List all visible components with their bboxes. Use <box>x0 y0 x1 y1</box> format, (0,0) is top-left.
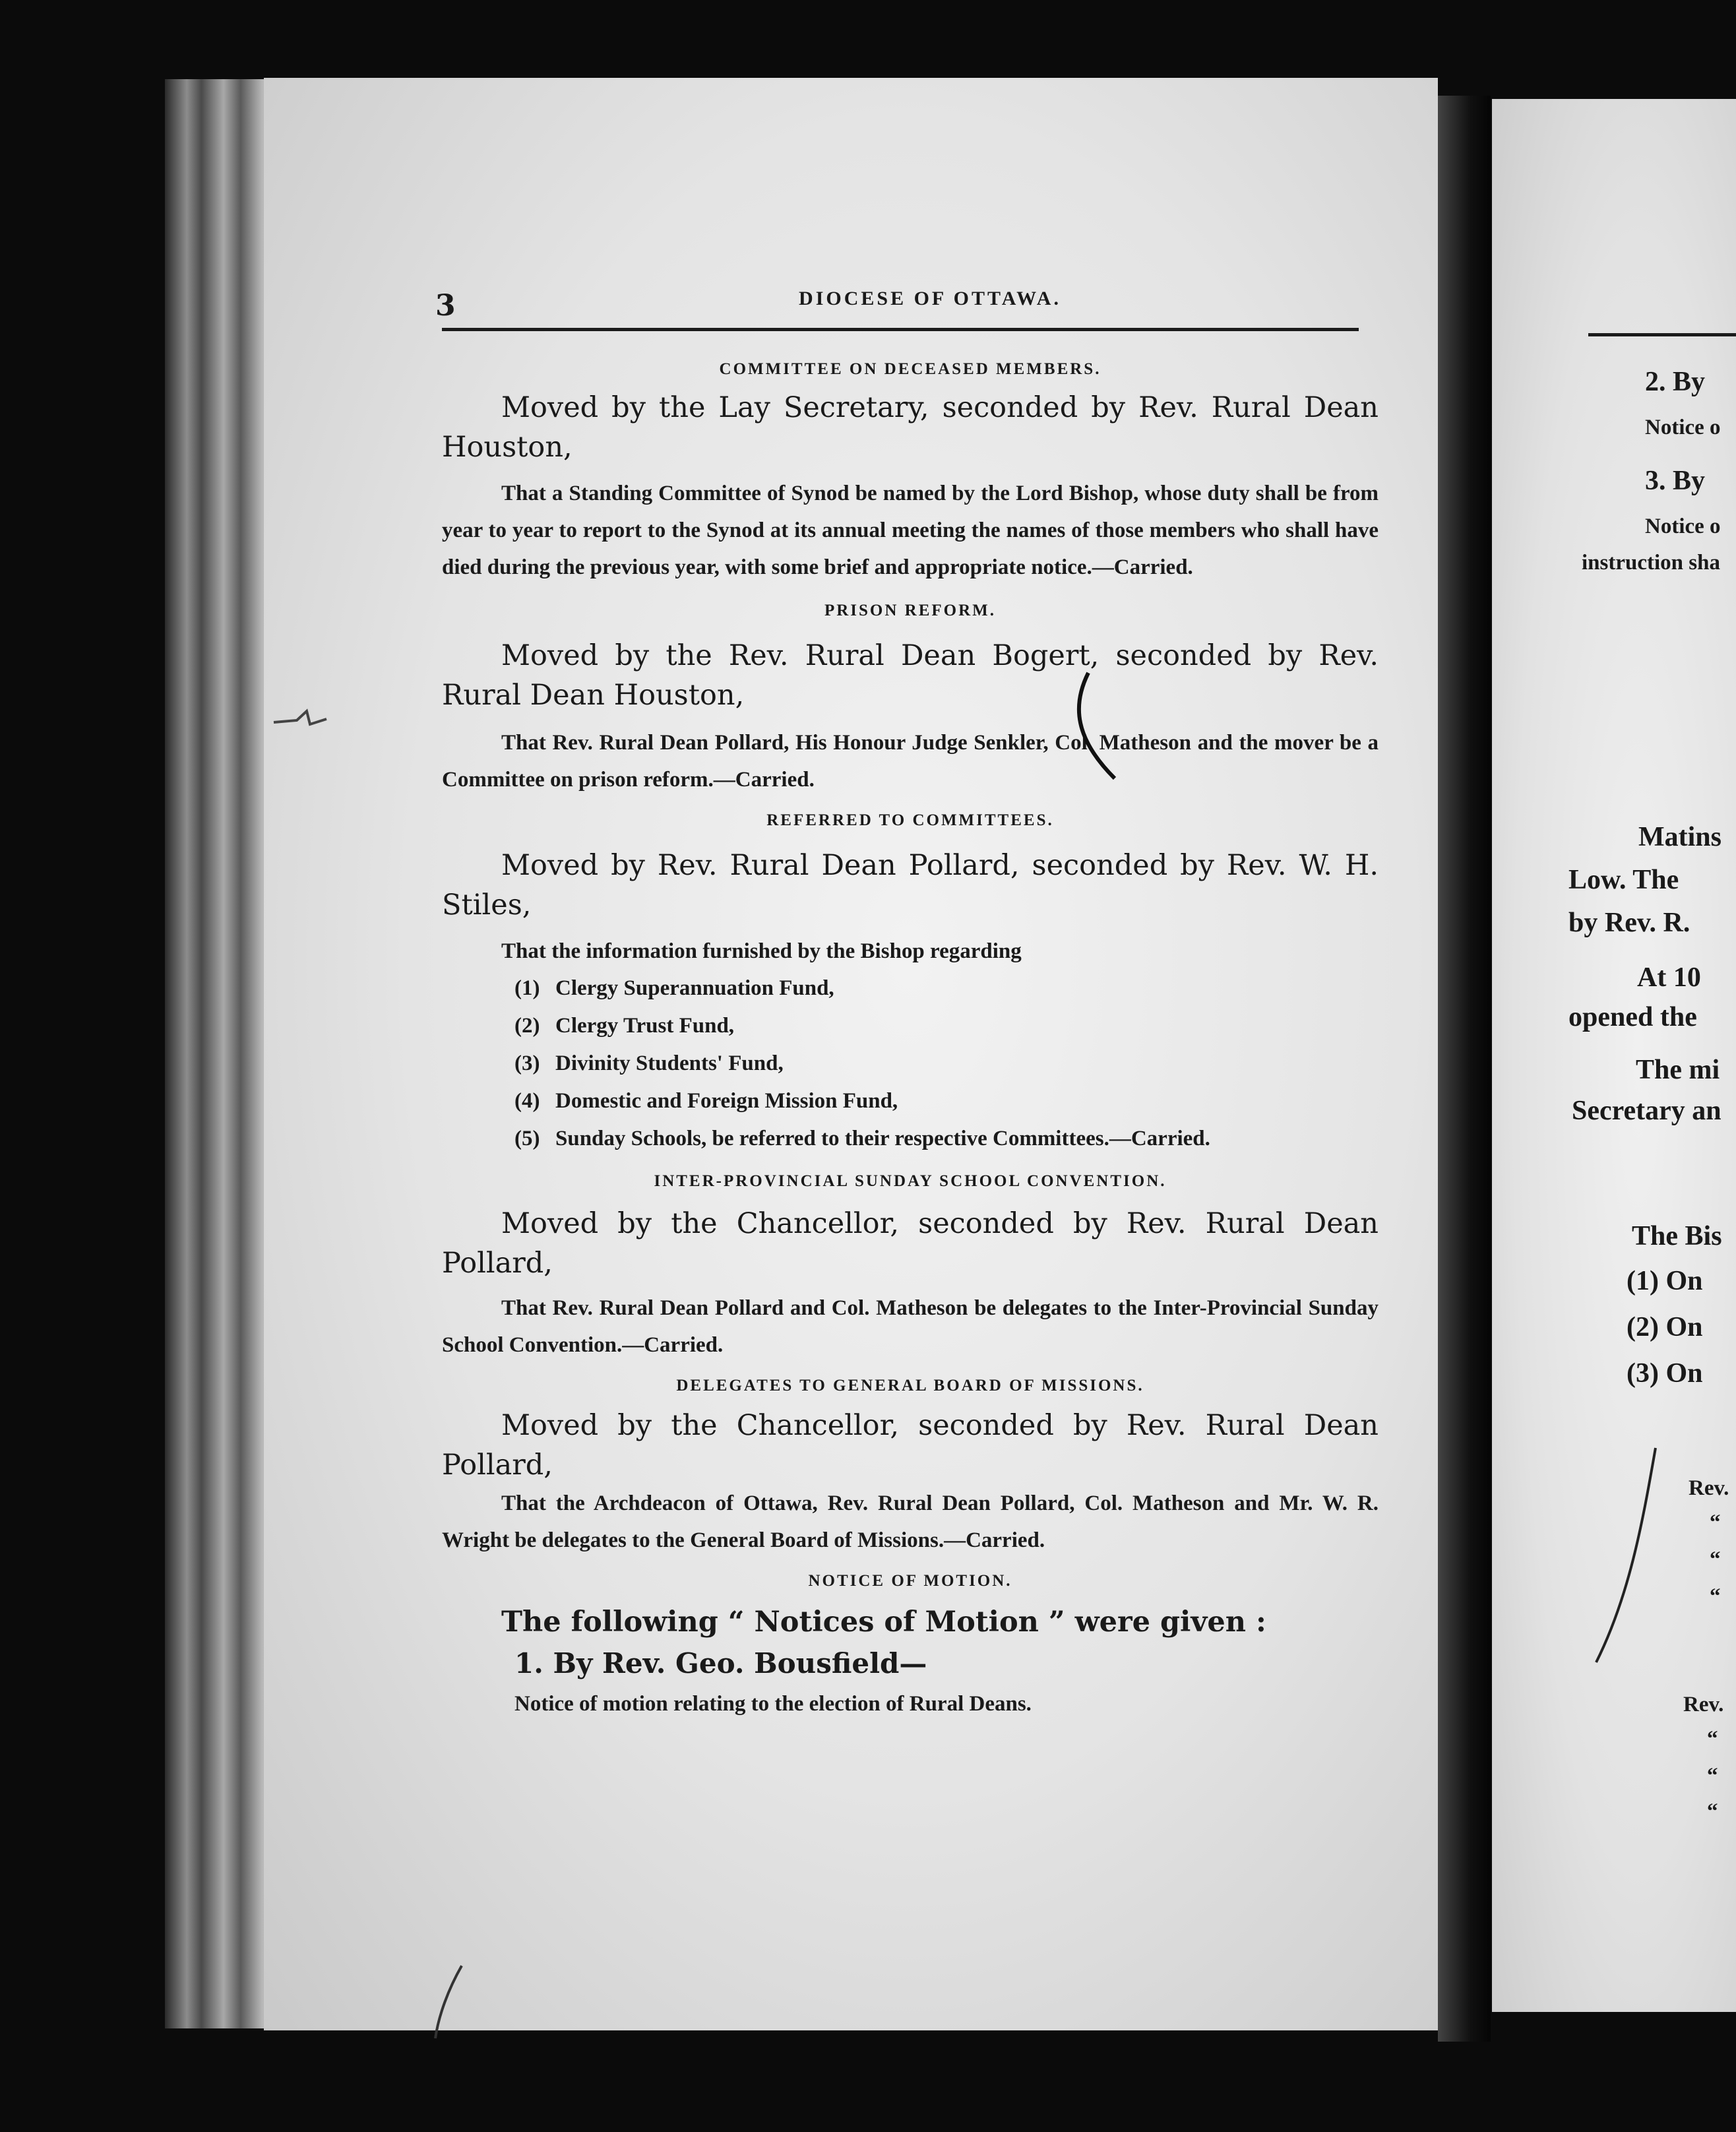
list-item: (2) Clergy Trust Fund, <box>514 1014 735 1038</box>
motion-resolution: That a Standing Committee of Synod be named by the Lord Bishop, whose duty shall be from year to year to report to the Synod at its annual meeting the names of those members who shall have died during the previous year, with some brief and appropriate notice.—Carried. <box>442 482 1379 579</box>
section-general-board-missions <box>442 1373 1379 1559</box>
list-item: (3) Divinity Students' Fund, <box>514 1051 784 1075</box>
right-page-fragment: Rev. <box>1683 1693 1724 1716</box>
section-heading: COMMITTEE ON DECEASED MEMBERS. <box>719 360 1101 378</box>
right-page-fragment: 2. By <box>1645 367 1706 397</box>
notice-text: Notice of motion relating to the election of Rural Deans. <box>514 1692 1032 1716</box>
list-item: (5) Sunday Schools, be referred to their respective Committees.—Carried. <box>514 1127 1210 1150</box>
right-page-fragment: The Bis <box>1632 1221 1722 1251</box>
right-page-fragment: Rev. <box>1689 1476 1729 1500</box>
notice-label: 1. By Rev. Geo. Bousfield— <box>514 1647 927 1679</box>
section-referred-committees <box>442 807 1379 1158</box>
motion-mover: Moved by the Chancellor, seconded by Rev. Rural Dean Pollard, <box>442 1409 1379 1482</box>
section-heading: REFERRED TO COMMITTEES. <box>766 811 1054 829</box>
right-page-fragment: “ <box>1707 1800 1718 1823</box>
handwritten-bracket-mark <box>1069 666 1128 785</box>
right-page-fragment: “ <box>1710 1511 1721 1534</box>
right-page-fragment: “ <box>1707 1727 1718 1751</box>
right-page-fragment: Matins <box>1638 822 1721 852</box>
motion-resolution: That the Archdeacon of Ottawa, Rev. Rural Dean Pollard, Col. Matheson and Mr. W. R. Wright be delegates to the General Board of Missions.—Carried. <box>442 1491 1379 1552</box>
motion-resolution: That the information furnished by the Bishop regarding <box>501 939 1022 963</box>
page-number: 3 <box>435 289 456 323</box>
right-page-fragment: Secretary an <box>1572 1096 1721 1126</box>
page-body <box>442 356 1379 1722</box>
section-deceased-members <box>442 356 1379 586</box>
motion-resolution: That Rev. Rural Dean Pollard and Col. Matheson be delegates to the Inter-Provincial Sunday School Convention.—Carried. <box>442 1296 1379 1357</box>
margin-pencil-mark <box>270 706 330 732</box>
right-page-fragment: by Rev. R. <box>1568 908 1690 938</box>
header-rule <box>442 328 1359 331</box>
right-page-fragment: Low. The <box>1568 865 1679 895</box>
motion-resolution: That Rev. Rural Dean Pollard, His Honour Judge Senkler, Col. Matheson and the mover be a Committee on prison reform.—Carried. <box>442 731 1379 792</box>
section-sunday-school-convention <box>442 1168 1379 1364</box>
right-page-fragment: (3) On <box>1627 1358 1703 1389</box>
gutter-shadow <box>1438 96 1491 2042</box>
motion-mover: Moved by Rev. Rural Dean Pollard, seconded by Rev. W. H. Stiles, <box>442 849 1379 922</box>
right-page-fragment: At 10 <box>1637 962 1701 993</box>
right-page-fragment: “ <box>1710 1548 1721 1571</box>
right-margin-pencil-line <box>1590 1445 1669 1669</box>
right-page-fragment: “ <box>1710 1584 1721 1608</box>
right-page-fragment: (1) On <box>1627 1266 1703 1296</box>
section-prison-reform <box>442 598 1379 798</box>
running-head: DIOCESE OF OTTAWA. <box>799 288 1061 309</box>
notices-intro: The following “ Notices of Motion ” were given : <box>501 1606 1266 1639</box>
section-heading: DELEGATES TO GENERAL BOARD OF MISSIONS. <box>676 1377 1144 1395</box>
right-page-fragment: (2) On <box>1627 1312 1703 1342</box>
list-item: (1) Clergy Superannuation Fund, <box>514 976 834 1000</box>
right-page-fragment: “ <box>1707 1764 1718 1788</box>
right-page-fragment: opened the <box>1568 1002 1697 1032</box>
page-header <box>435 282 1359 329</box>
motion-mover: Moved by the Lay Secretary, seconded by Rev. Rural Dean Houston, <box>442 391 1379 464</box>
right-page-fragment: instruction sha <box>1582 551 1720 575</box>
motion-mover: Moved by the Rev. Rural Dean Bogert, seconded by Rev. Rural Dean Houston, <box>442 639 1379 712</box>
list-item: (4) Domestic and Foreign Mission Fund, <box>514 1089 898 1113</box>
bottom-pencil-mark <box>422 1962 475 2042</box>
right-page-fragment: 3. By <box>1645 466 1706 496</box>
section-notice-of-motion <box>442 1568 1379 1722</box>
right-page-header-rule <box>1588 333 1736 336</box>
section-heading: NOTICE OF MOTION. <box>808 1572 1012 1590</box>
section-heading: PRISON REFORM. <box>824 602 997 619</box>
right-page-fragment: Notice o <box>1645 416 1721 439</box>
fund-list <box>514 970 1379 1158</box>
section-heading: INTER-PROVINCIAL SUNDAY SCHOOL CONVENTION. <box>654 1172 1167 1190</box>
right-page-fragment: The mi <box>1636 1055 1720 1085</box>
motion-mover: Moved by the Chancellor, seconded by Rev. Rural Dean Pollard, <box>442 1207 1379 1280</box>
right-page-fragment: Notice o <box>1645 515 1721 538</box>
